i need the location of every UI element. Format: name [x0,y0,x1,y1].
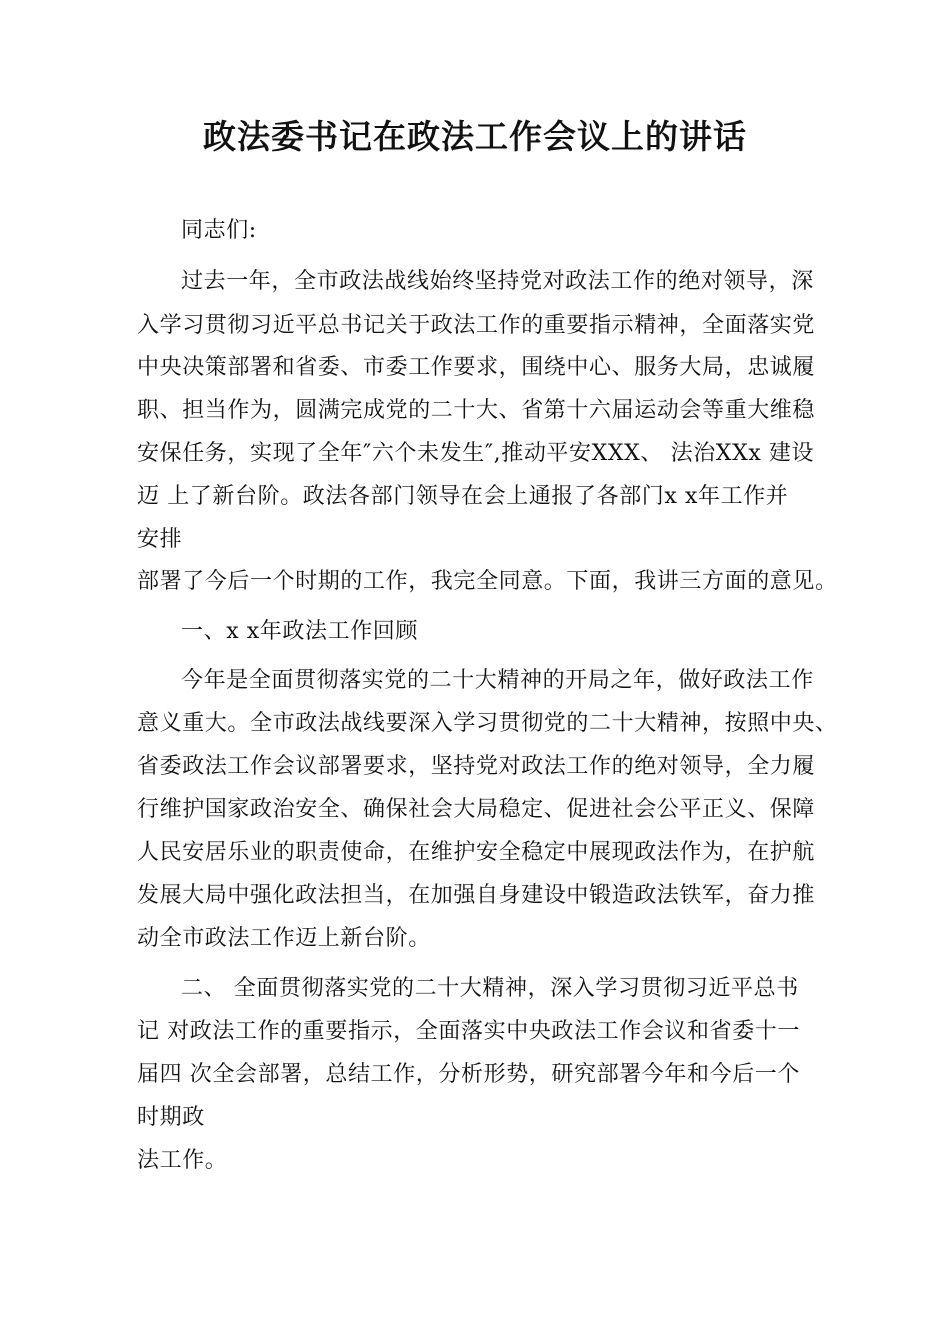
paragraph-1-line-6: 迈 上了新台阶。政法各部门领导在会上通报了各部门x x年工作并 [137,484,789,509]
paragraph-2-line-7: 动全市政法工作迈上新台阶。 [137,926,431,951]
paragraph-1-line-4: 职、担当作为，圆满完成党的二十大、省第十六届运动会等重大维稳 [137,398,816,423]
section-2-line-4: 时期政 [137,1105,205,1130]
paragraph-1-line-1: 过去一年，全市政法战线始终坚持党对政法工作的绝对领导，深 [181,269,814,294]
section-2-line-5: 法工作。 [137,1148,228,1173]
paragraph-1-line-5: 安保任务，实现了全年″六个未发生″,推动平安XXX、 法治XXx 建设 [137,441,815,466]
paragraph-1-line-7: 安排 [137,527,183,552]
section-1-heading: 一、x x年政法工作回顾 [181,619,419,644]
paragraph-2-line-1: 今年是全面贯彻落实党的二十大精神的开局之年，做好政法工作 [181,668,814,693]
paragraph-2-line-4: 行维护国家政治安全、确保社会大局稳定、促进社会公平正义、保障 [137,797,816,822]
paragraph-1-line-2: 入学习贯彻习近平总书记关于政法工作的重要指示精神，全面落实党 [137,313,816,338]
section-2-line-3: 届四 次全会部署，总结工作，分析形势，研究部署今年和今后一个 [137,1062,800,1087]
paragraph-2-line-6: 发展大局中强化政法担当，在加强自身建设中锻造政法铁军，奋力推 [137,883,816,908]
paragraph-2-line-5: 人民安居乐业的职责使命，在维护安全稳定中展现政法作为，在护航 [137,840,816,865]
section-2-line-2: 记 对政法工作的重要指示，全面落实中央政法工作会议和省委十一 [137,1019,800,1044]
paragraph-1-line-3: 中央决策部署和省委、市委工作要求，围绕中心、服务大局，忠诚履 [137,355,816,380]
section-2-line-1: 二、 全面贯彻落实党的二十大精神，深入学习贯彻习近平总书 [181,976,799,1001]
salutation-line: 同志们: [181,218,257,243]
paragraph-1-line-8: 部署了今后一个时期的工作，我完全同意。下面，我讲三方面的意见。 [137,569,838,594]
document-title: 政法委书记在政法工作会议上的讲话 [203,117,747,156]
paragraph-2-line-2: 意义重大。全市政法战线要深入学习贯彻党的二十大精神，按照中央、 [137,711,838,736]
paragraph-2-line-3: 省委政法工作会议部署要求，坚持党对政法工作的绝对领导，全力履 [137,754,816,779]
